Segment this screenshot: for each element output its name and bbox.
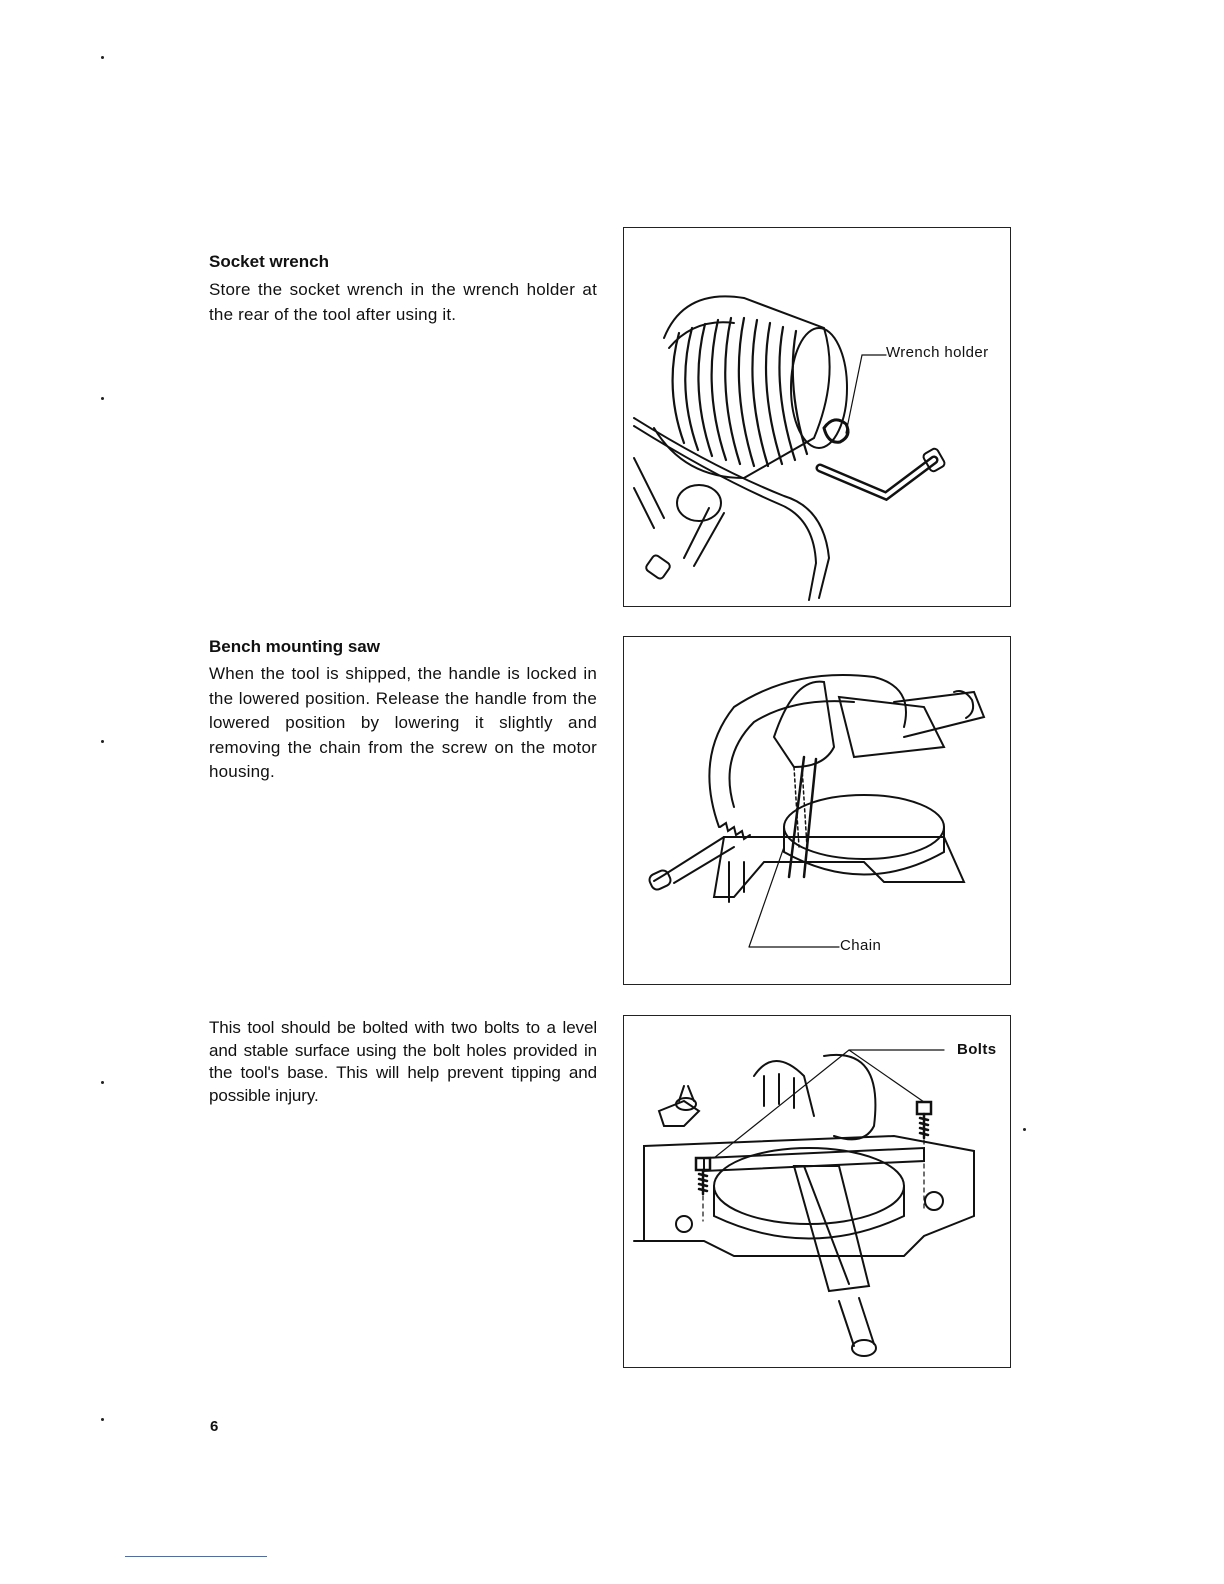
wrench-holder-figure xyxy=(623,227,1011,607)
wrench-holder-illustration xyxy=(624,228,1010,606)
bolts-label: Bolts xyxy=(957,1041,997,1058)
bolts-figure xyxy=(623,1015,1011,1368)
section-heading-bench-mounting: Bench mounting saw xyxy=(209,637,380,656)
section-heading-socket-wrench: Socket wrench xyxy=(209,252,329,271)
scan-speck xyxy=(101,1418,104,1421)
wrench-holder-label: Wrench holder xyxy=(886,344,989,361)
scan-speck xyxy=(1023,1128,1026,1131)
miter-saw-chain-illustration xyxy=(624,637,1010,984)
chain-label: Chain xyxy=(840,937,882,954)
bench-mounting-text: When the tool is shipped, the handle is locked in the lowered position. Release the handle from the lowered position by lowering it slightly and removing the chain from the screw on the motor housing. xyxy=(209,664,597,781)
scan-speck xyxy=(101,740,104,743)
scan-edge-line xyxy=(125,1556,267,1557)
bolting-text: This tool should be bolted with two bolts to a level and stable surface using the bolt holes provided in the tool's base. This will help prevent tipping and possible injury. xyxy=(209,1018,597,1105)
miter-saw-bolts-illustration xyxy=(624,1016,1010,1367)
chain-figure xyxy=(623,636,1011,985)
scan-speck xyxy=(101,56,104,59)
page-number: 6 xyxy=(210,1418,219,1435)
scan-speck xyxy=(101,1081,104,1084)
socket-wrench-text: Store the socket wrench in the wrench holder at the rear of the tool after using it. xyxy=(209,280,597,324)
scan-speck xyxy=(101,397,104,400)
